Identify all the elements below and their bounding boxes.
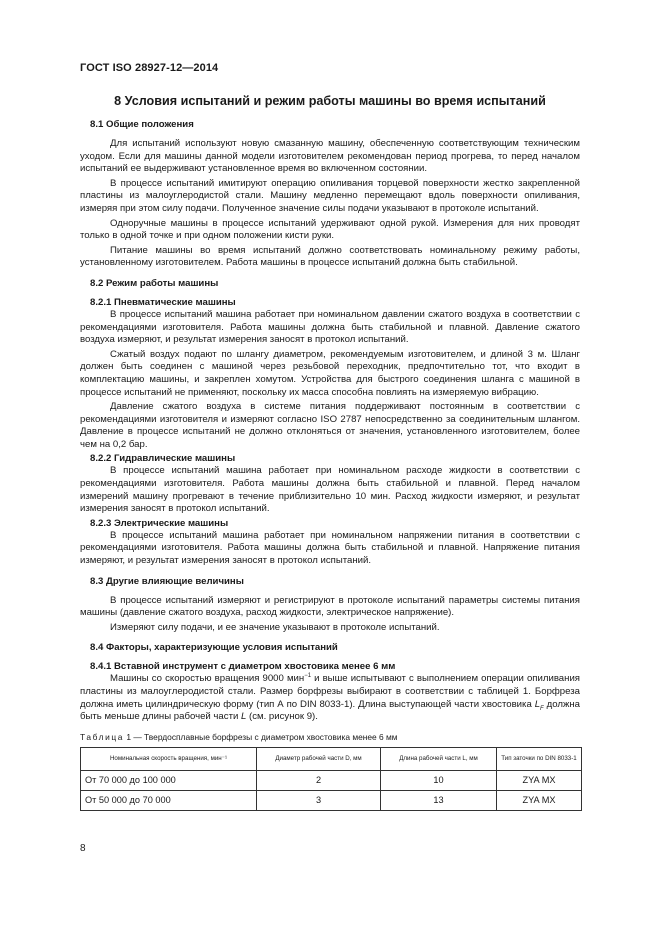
subsection-8-1-title: 8.1 Общие положения — [90, 119, 194, 130]
table-cell: ZYA MX — [497, 790, 582, 810]
page-content — [80, 90, 580, 811]
column-header: Номинальная скорость вращения, мин⁻¹ — [81, 747, 257, 770]
paragraph: Питание машины во время испытаний должно соответствовать номинальному режиму работы, установленному изготовителем. Работа машины в процессе испытаний должна быть стабильной. — [80, 244, 580, 269]
subsection-8-3-title: 8.3 Другие влияющие величины — [90, 575, 244, 587]
text-fragment: должна быть меньше длины рабочей части — [80, 698, 580, 723]
table-cell: ZYA MX — [497, 770, 582, 790]
table-header-row — [81, 747, 582, 770]
table-cell: 3 — [257, 790, 381, 810]
paragraph: Одноручные машины в процессе испытаний удерживают одной рукой. Измерения для них проводят только в одной точке и при одном положении кисти руки. — [80, 217, 580, 242]
paragraph: В процессе испытаний машина работает при номинальном напряжении питания в соответствии с рекомендациями изготовителя. Работа машины должна быть стабильной и плавной. Напряжение питания измеряют, и результат измерения заносят в протокол испытаний. — [80, 529, 580, 567]
page-number: 8 — [80, 843, 86, 854]
paragraph: В процессе испытаний машина работает при номинальном расходе жидкости в соответствии с рекомендациями изготовителя. Работа машины должна быть стабильной и плавной. Перед началом измерений машину прогревают в течение приблизительно 10 мин. Расход жидкости измеряют, и результат измерения заносят в протокол испытаний. — [80, 465, 580, 515]
paragraph: В процессе испытаний машина работает при номинальном давлении сжатого воздуха в соответствии с рекомендациями изготовителя. Работа машины должна быть стабильной и плавной. Давление сжатого воздуха измеряют, и результат измерения заносят в протокол испытаний. — [80, 308, 580, 346]
table-caption-text: 1 — Твердосплавные борфрезы с диаметром хвостовика менее 6 мм — [124, 731, 398, 742]
table-caption — [80, 732, 580, 742]
table-cell: От 50 000 до 70 000 — [81, 790, 257, 810]
column-header: Диаметр рабочей части D, мм — [257, 747, 381, 770]
text-fragment: Машины со скоростью вращения 9000 мин — [110, 673, 305, 685]
text-fragment: и выше испытывают с выполнением операции опиливания пластины из малоуглеродистой стали. Размер борфрезы выбирают в соответствии с таблицей 1. Борфреза должна иметь цилиндрическую форму (тип А по DIN 8033-1). Длина выступающей части хвостовика — [80, 673, 580, 710]
text-fragment: (см. рисунок 9). — [246, 711, 318, 723]
paragraph: Сжатый воздух подают по шлангу диаметром, рекомендуемым изготовителем, и длиной 3 м. Шланг должен быть соединен с машиной через резьбовой переходник, предпочтительно тот, что входит в комплектацию машины, и закреплен хомутом. Устройства для быстрого соединения шланга с машиной в процессе испытаний не применяют, поскольку их масса способна повлиять на измеряемую вибрацию. — [80, 348, 580, 398]
paragraph: В процессе испытаний имитируют операцию опиливания торцевой поверхности жестко закрепленной пластины из малоуглеродистой стали. Машину медленно перемещают вдоль поверхности опиливания, измеряя при этом силу подачи. Полученное значение силы подачи указывают в протоколе испытаний. — [80, 177, 580, 214]
paragraph: Давление сжатого воздуха в системе питания поддерживают постоянным в соответствии с рекомендациями изготовителя и измеряют согласно ISO 2787 непосредственно за соединительным шлангом. Давление в процессе испытаний не должно отклоняться от значения, установленного изготовителем, более чем на 0,2 бар. — [80, 401, 580, 450]
table-cell: От 70 000 до 100 000 — [81, 770, 257, 790]
subsection-8-2-2-title: 8.2.2 Гидравлические машины — [90, 453, 236, 465]
symbol-subscript: F — [540, 705, 544, 712]
table-cell: 13 — [381, 790, 497, 810]
paragraph: В процессе испытаний измеряют и регистрируют в протоколе испытаний параметры системы питания машины (давление сжатого воздуха, расход жидкости, электрическое напряжение). — [80, 594, 580, 619]
subsection-8-4-title: 8.4 Факторы, характеризующие условия испытаний — [90, 642, 338, 654]
subsection-8-4-1-title: 8.4.1 Вставной инструмент с диаметром хвостовика менее 6 мм — [90, 661, 396, 673]
paragraph: Измеряют силу подачи, и ее значение указывают в протоколе испытаний. — [110, 621, 440, 633]
column-header: Тип заточки по DIN 8033-1 — [497, 747, 582, 770]
document-header: ГОСТ ISO 28927-12—2014 — [80, 62, 219, 74]
superscript: −1 — [304, 673, 312, 680]
table-row — [81, 790, 582, 810]
paragraph — [80, 673, 580, 723]
data-table — [80, 747, 582, 811]
symbol: L — [241, 711, 247, 723]
table-cell: 2 — [257, 770, 381, 790]
subsection-8-2-title: 8.2 Режим работы машины — [90, 277, 219, 289]
symbol: L — [534, 698, 541, 710]
table-row — [81, 770, 582, 790]
section-title: 8 Условия испытаний и режим работы машины во время испытаний — [114, 94, 546, 108]
column-header: Длина рабочей части L, мм — [381, 747, 497, 770]
subsection-8-2-3-title: 8.2.3 Электрические машины — [90, 517, 229, 529]
table-caption-label: Таблица — [80, 731, 125, 742]
paragraph: Для испытаний используют новую смазанную машину, обеспеченную соответствующим техническим уходом. Если для машины данной модели изготовителем рекомендован период прогрева, то перед началом испытаний ее выдерживают установленное время во включенном состоянии. — [80, 138, 580, 175]
subsection-8-2-1-title: 8.2.1 Пневматические машины — [90, 296, 236, 308]
table-cell: 10 — [381, 770, 497, 790]
